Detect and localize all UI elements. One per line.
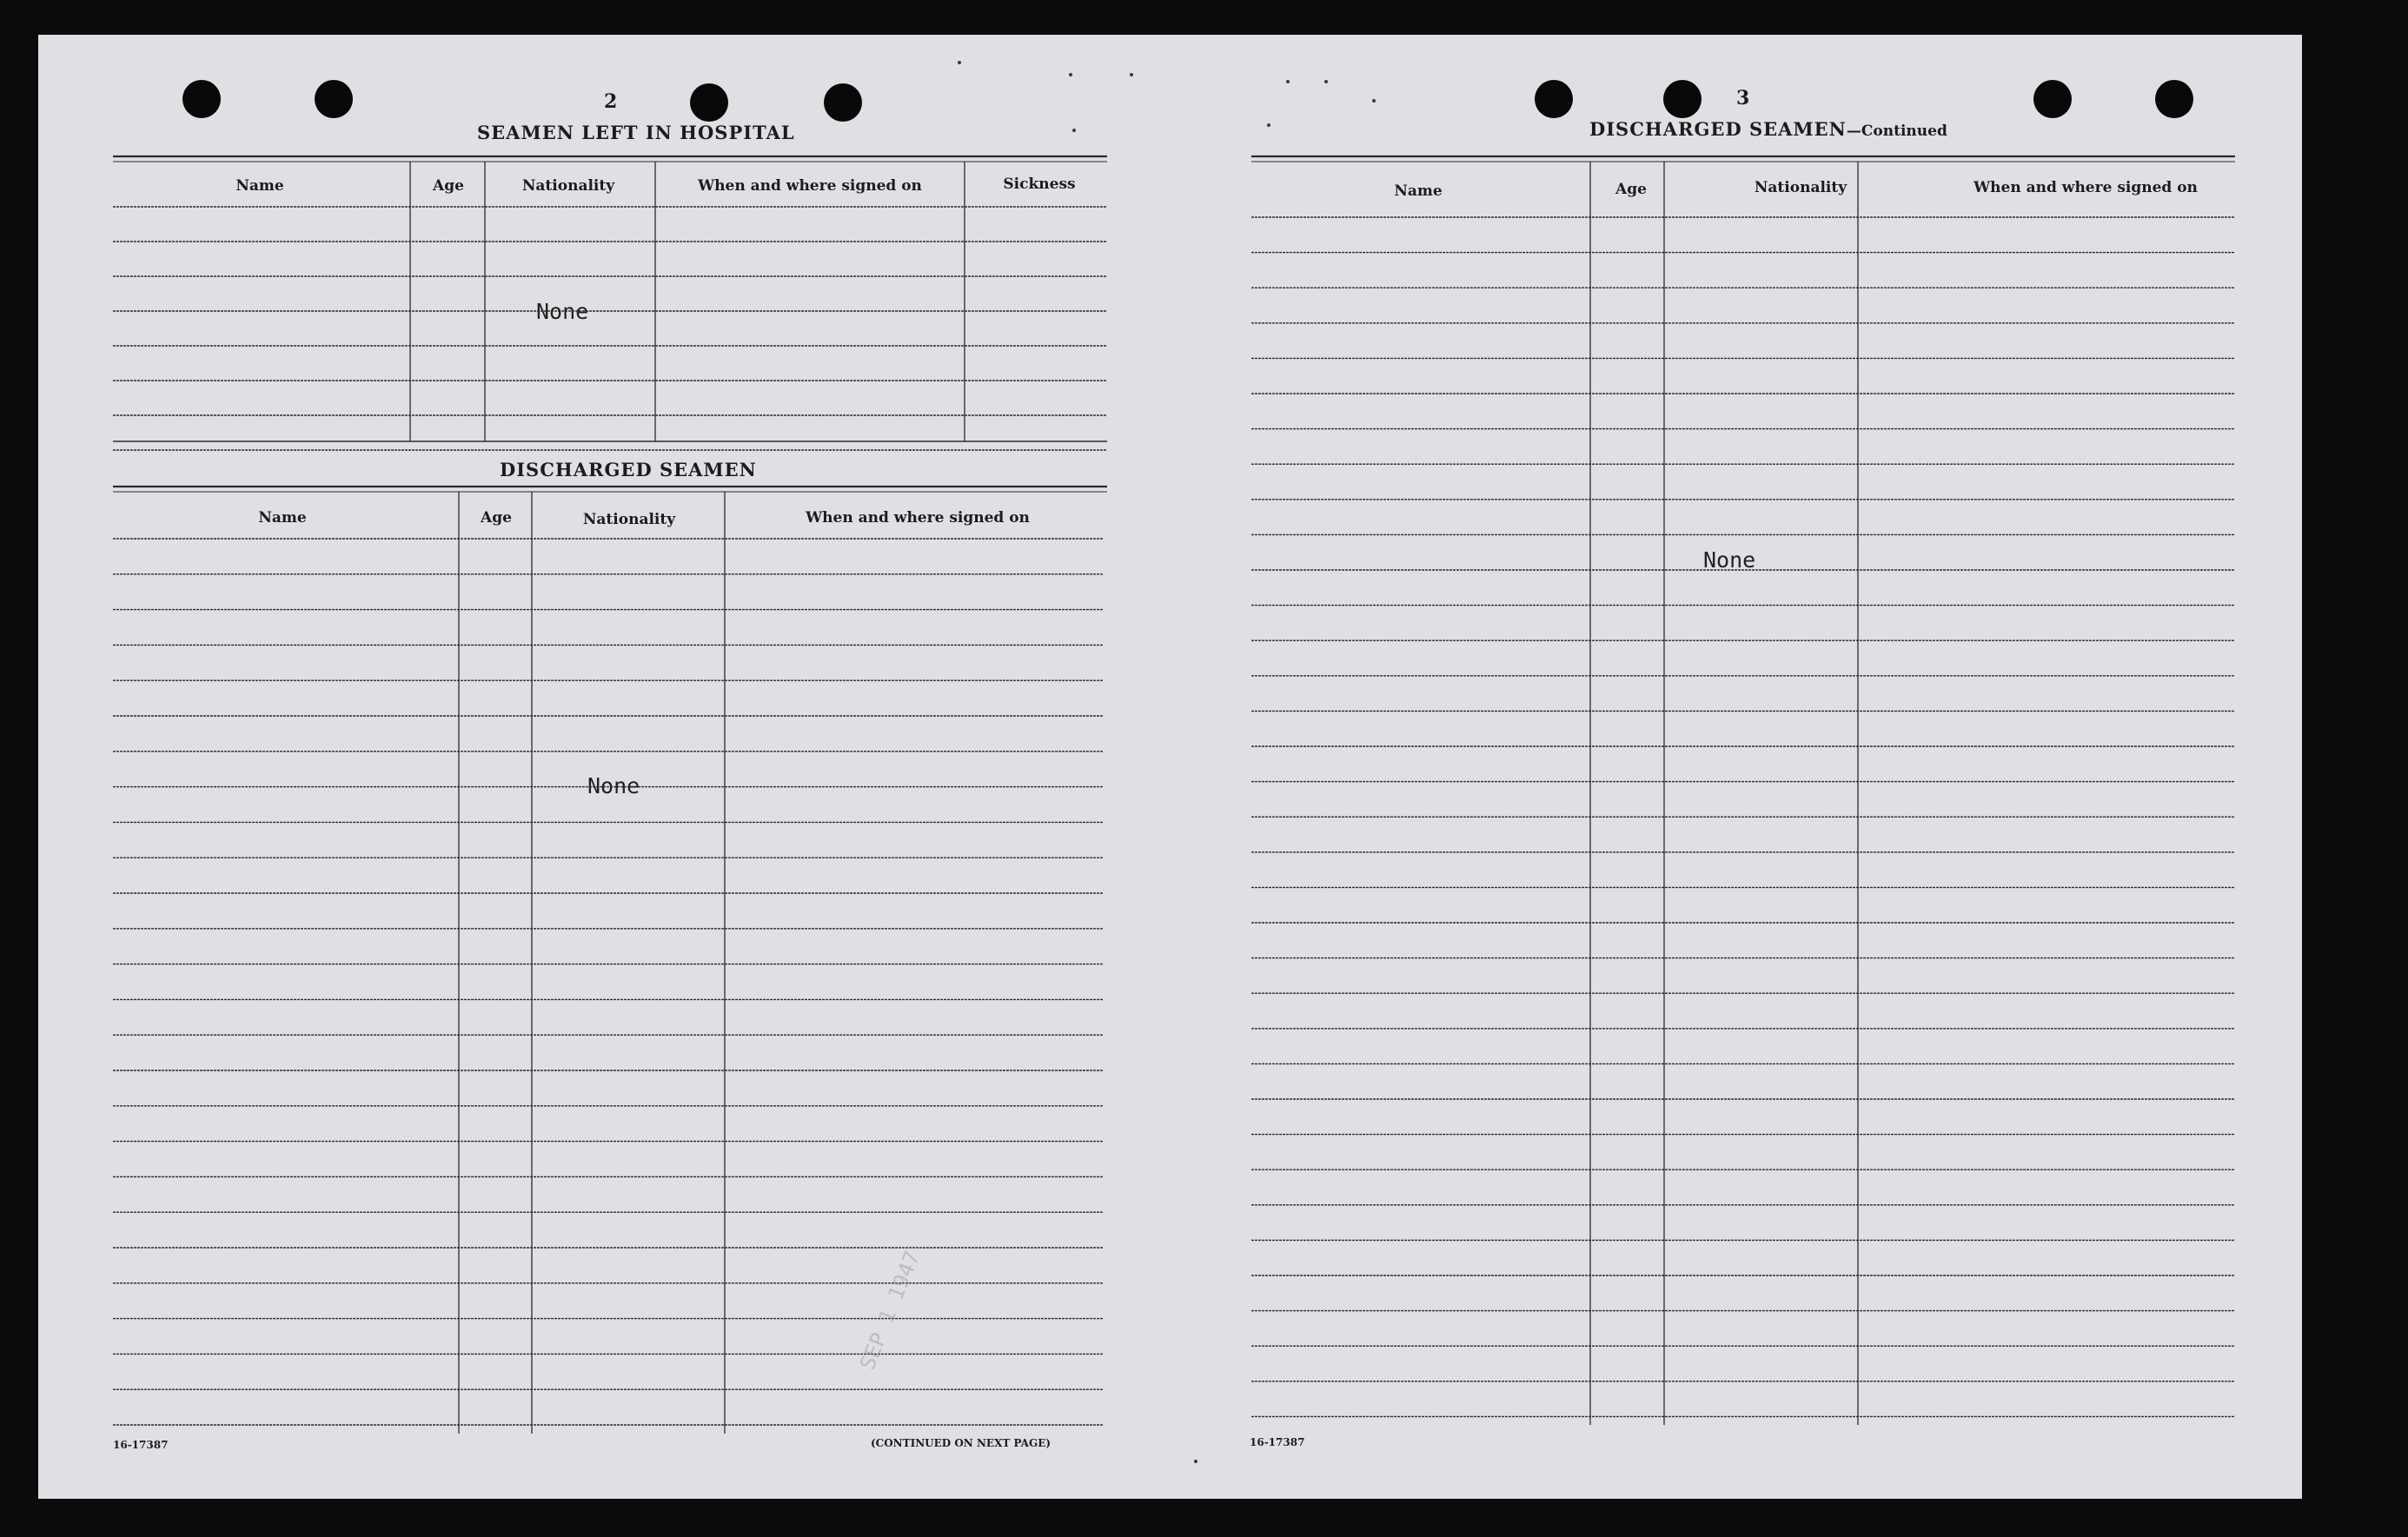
page-number-right: 3 [1736,87,1750,109]
form-number-left: 16-17387 [113,1439,169,1451]
right-col-name: Name [1394,182,1443,200]
discharged-entry-none: None [587,773,640,798]
hospital-entry-none: None [536,299,589,324]
discharged-section-title: DISCHARGED SEAMEN [500,459,757,480]
right-section-title [1589,118,1947,140]
hospital-col-name: Name [235,177,284,195]
hospital-col-age: Age [433,177,464,195]
right-entry-none: None [1703,547,1756,573]
faint-stamp: SEP 1 1947 [855,1248,925,1374]
right-section-title-text: DISCHARGED SEAMEN [1589,118,1847,140]
form-rulings [38,35,2302,1499]
form-number-right: 16-17387 [1250,1436,1305,1448]
right-col-age: Age [1615,181,1647,198]
right-col-nationality: Nationality [1754,179,1847,196]
hospital-col-sickness: Sickness [1003,176,1076,193]
right-section-title-suffix: —Continued [1846,123,1947,140]
page-number-left: 2 [604,90,618,113]
hospital-col-nationality: Nationality [521,177,615,195]
discharged-col-name: Name [258,509,307,527]
discharged-col-nationality: Nationality [582,511,676,528]
hospital-col-signed-on: When and where signed on [698,177,922,195]
manifest-sheet [38,35,2302,1499]
discharged-col-age: Age [481,509,512,527]
continued-note: (CONTINUED ON NEXT PAGE) [871,1437,1051,1449]
right-col-signed-on: When and where signed on [1973,179,2198,196]
discharged-col-signed-on: When and where signed on [806,509,1030,527]
hospital-section-title: SEAMEN LEFT IN HOSPITAL [477,122,795,143]
